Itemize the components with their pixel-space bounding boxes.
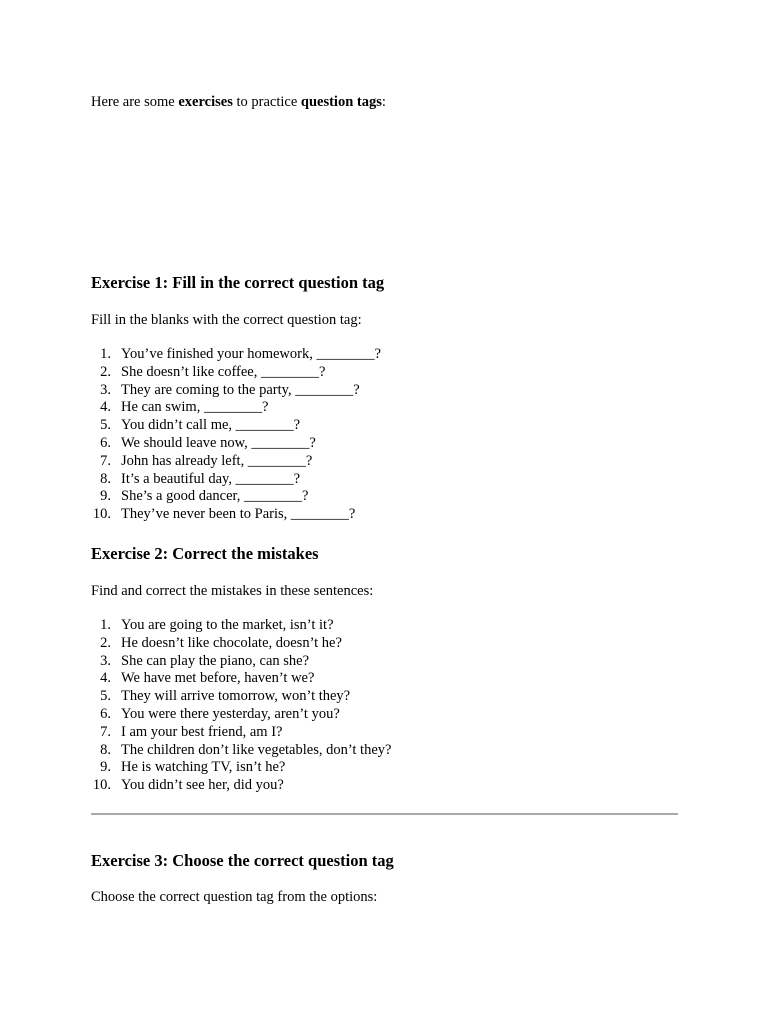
list-item (77, 382, 381, 400)
list-item-number: 10. (92, 777, 111, 794)
list-item (77, 635, 391, 653)
list-item-text: She’s a good dancer, ________? (121, 488, 309, 505)
list-item-number: 2. (100, 634, 111, 651)
list-item-number: 9. (100, 488, 111, 505)
list-item-text: She can play the piano, can she? (121, 652, 310, 669)
list-item-number: 1. (100, 346, 111, 362)
exercise-3-heading: Exercise 3: Choose the correct question tag (91, 851, 394, 870)
list-item-text: He doesn’t like chocolate, doesn’t he? (121, 634, 342, 651)
list-item-text: You were there yesterday, aren’t you? (121, 705, 340, 722)
list-item (77, 417, 381, 435)
list-item-number: 1. (100, 617, 111, 633)
intro-bold-question-tags: question tags (300, 94, 382, 110)
intro-bold-exercises: exercises (178, 94, 233, 110)
list-item-text: You’ve finished your homework, ________? (121, 346, 381, 362)
list-item-number: 8. (100, 741, 111, 758)
list-item-number: 6. (100, 434, 111, 451)
list-item (77, 346, 381, 364)
list-item-text: John has already left, ________? (121, 452, 313, 469)
exercise-1-list (77, 346, 381, 524)
list-item-number: 7. (100, 723, 111, 740)
list-item-number: 3. (100, 381, 111, 398)
list-item (77, 435, 381, 453)
list-item (77, 471, 381, 489)
list-item (77, 617, 391, 635)
intro-text-mid: to practice (232, 94, 301, 110)
list-item-text: It’s a beautiful day, ________? (121, 470, 301, 487)
exercise-1-heading: Exercise 1: Fill in the correct question tag (91, 273, 385, 292)
list-item (77, 364, 381, 382)
list-item-number: 2. (100, 363, 111, 380)
horizontal-rule (91, 813, 678, 815)
list-item (77, 724, 391, 742)
list-item (77, 742, 391, 760)
list-item-number: 4. (100, 399, 111, 416)
list-item (77, 670, 391, 688)
list-item-text: The children don’t like vegetables, don’t they? (121, 741, 392, 758)
intro-text-post: : (381, 94, 386, 110)
list-item-text: They’ve never been to Paris, ________? (121, 506, 356, 523)
list-item-text: I am your best friend, am I? (121, 723, 283, 740)
list-item (77, 453, 381, 471)
list-item-text: He can swim, ________? (121, 399, 269, 416)
list-item-text: They will arrive tomorrow, won’t they? (121, 688, 351, 705)
list-item (77, 488, 381, 506)
list-item-text: You didn’t call me, ________? (121, 417, 301, 434)
list-item-number: 8. (100, 470, 111, 487)
list-item-number: 7. (100, 452, 111, 469)
intro-paragraph (91, 93, 386, 111)
list-item-text: We have met before, haven’t we? (121, 670, 315, 687)
list-item (77, 506, 381, 524)
exercise-2-list (77, 617, 391, 795)
exercise-2-instruction: Find and correct the mistakes in these sentences: (91, 583, 374, 599)
list-item-number: 5. (100, 417, 111, 434)
list-item (77, 777, 391, 795)
list-item-number: 6. (100, 705, 111, 722)
list-item (77, 759, 391, 777)
list-item-text: They are coming to the party, ________? (121, 381, 360, 398)
list-item-number: 9. (100, 759, 111, 776)
list-item-text: You are going to the market, isn’t it? (121, 617, 334, 633)
list-item-number: 10. (92, 506, 111, 523)
list-item-text: She doesn’t like coffee, ________? (121, 363, 326, 380)
list-item (77, 688, 391, 706)
exercise-1-instruction: Fill in the blanks with the correct question tag: (91, 312, 362, 328)
exercise-2-heading: Exercise 2: Correct the mistakes (91, 544, 319, 563)
list-item (77, 653, 391, 671)
list-item-text: We should leave now, ________? (121, 434, 316, 451)
list-item-number: 3. (100, 652, 111, 669)
list-item-number: 5. (100, 688, 111, 705)
exercise-3-instruction: Choose the correct question tag from the options: (91, 889, 378, 905)
list-item-text: He is watching TV, isn’t he? (121, 759, 286, 776)
list-item-number: 4. (100, 670, 111, 687)
list-item (77, 399, 381, 417)
list-item (77, 706, 391, 724)
list-item-text: You didn’t see her, did you? (121, 777, 284, 794)
intro-text-pre: Here are some (91, 94, 179, 110)
